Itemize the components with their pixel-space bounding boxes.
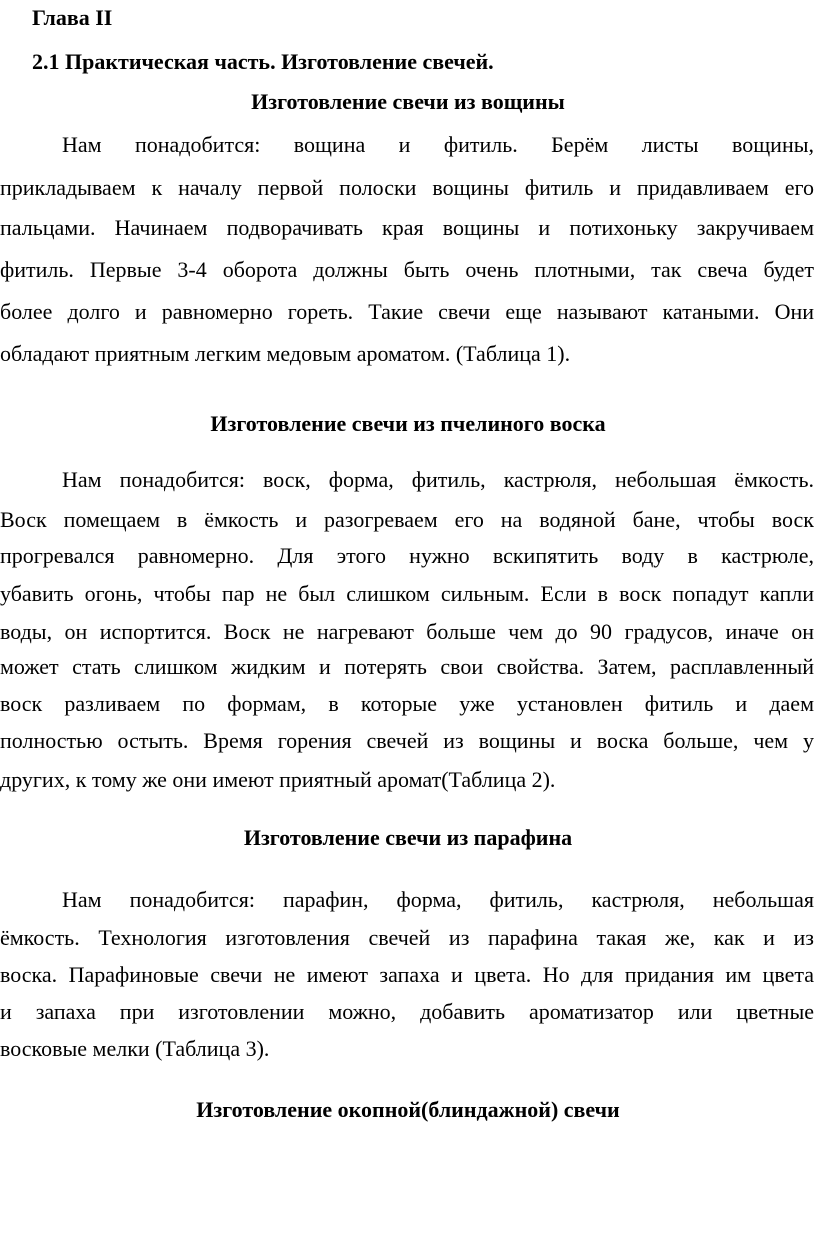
paragraph-line: полностью остыть. Время горения свечей из вощины и воска больше, чем у: [0, 728, 814, 753]
paragraph-line: Нам понадобится: вощина и фитиль. Берём листы вощины,: [62, 132, 814, 157]
paragraph-line: обладают приятным легким медовым ароматом. (Таблица 1).: [0, 341, 571, 366]
section-heading-wax-sheet: Изготовление свечи из вощины: [251, 89, 565, 114]
paragraph-line: воды, он испортится. Воск не нагревают больше чем до 90 градусов, иначе он: [0, 619, 814, 644]
paragraph-line: и запаха при изготовлении можно, добавить ароматизатор или цветные: [0, 999, 814, 1024]
paragraph-line: Нам понадобится: парафин, форма, фитиль, кастрюля, небольшая: [62, 887, 814, 912]
paragraph-line: воска. Парафиновые свечи не имеют запаха и цвета. Но для придания им цвета: [0, 962, 814, 987]
section-heading-beeswax: Изготовление свечи из пчелиного воска: [210, 411, 606, 436]
section-heading-trench-candle: Изготовление окопной(блиндажной) свечи: [196, 1097, 620, 1122]
chapter-title: Глава II: [32, 5, 113, 30]
paragraph-line: Нам понадобится: воск, форма, фитиль, кастрюля, небольшая ёмкость.: [62, 467, 814, 492]
paragraph-line: других, к тому же они имеют приятный аромат(Таблица 2).: [0, 767, 556, 792]
section-title: 2.1 Практическая часть. Изготовление свечей.: [32, 49, 494, 74]
paragraph-line: может стать слишком жидким и потерять свои свойства. Затем, расплавленный: [0, 654, 814, 679]
paragraph-line: воск разливаем по формам, в которые уже установлен фитиль и даем: [0, 691, 814, 716]
paragraph-line: ёмкость. Технология изготовления свечей из парафина такая же, как и из: [0, 925, 814, 950]
paragraph-line: убавить огонь, чтобы пар не был слишком сильным. Если в воск попадут капли: [0, 581, 814, 606]
paragraph-line: прогревался равномерно. Для этого нужно вскипятить воду в кастрюле,: [0, 543, 814, 568]
paragraph-line: прикладываем к началу первой полоски вощины фитиль и придавливаем его: [0, 175, 814, 200]
paragraph-line: более долго и равномерно гореть. Такие свечи еще называют катаными. Они: [0, 299, 814, 324]
paragraph-line: пальцами. Начинаем подворачивать края вощины и потихоньку закручиваем: [0, 215, 814, 240]
paragraph-line: фитиль. Первые 3-4 оборота должны быть очень плотными, так свеча будет: [0, 257, 814, 282]
paragraph-line: восковые мелки (Таблица 3).: [0, 1036, 270, 1061]
section-heading-paraffin: Изготовление свечи из парафина: [243, 825, 573, 850]
paragraph-line: Воск помещаем в ёмкость и разогреваем его на водяной бане, чтобы воск: [0, 507, 814, 532]
